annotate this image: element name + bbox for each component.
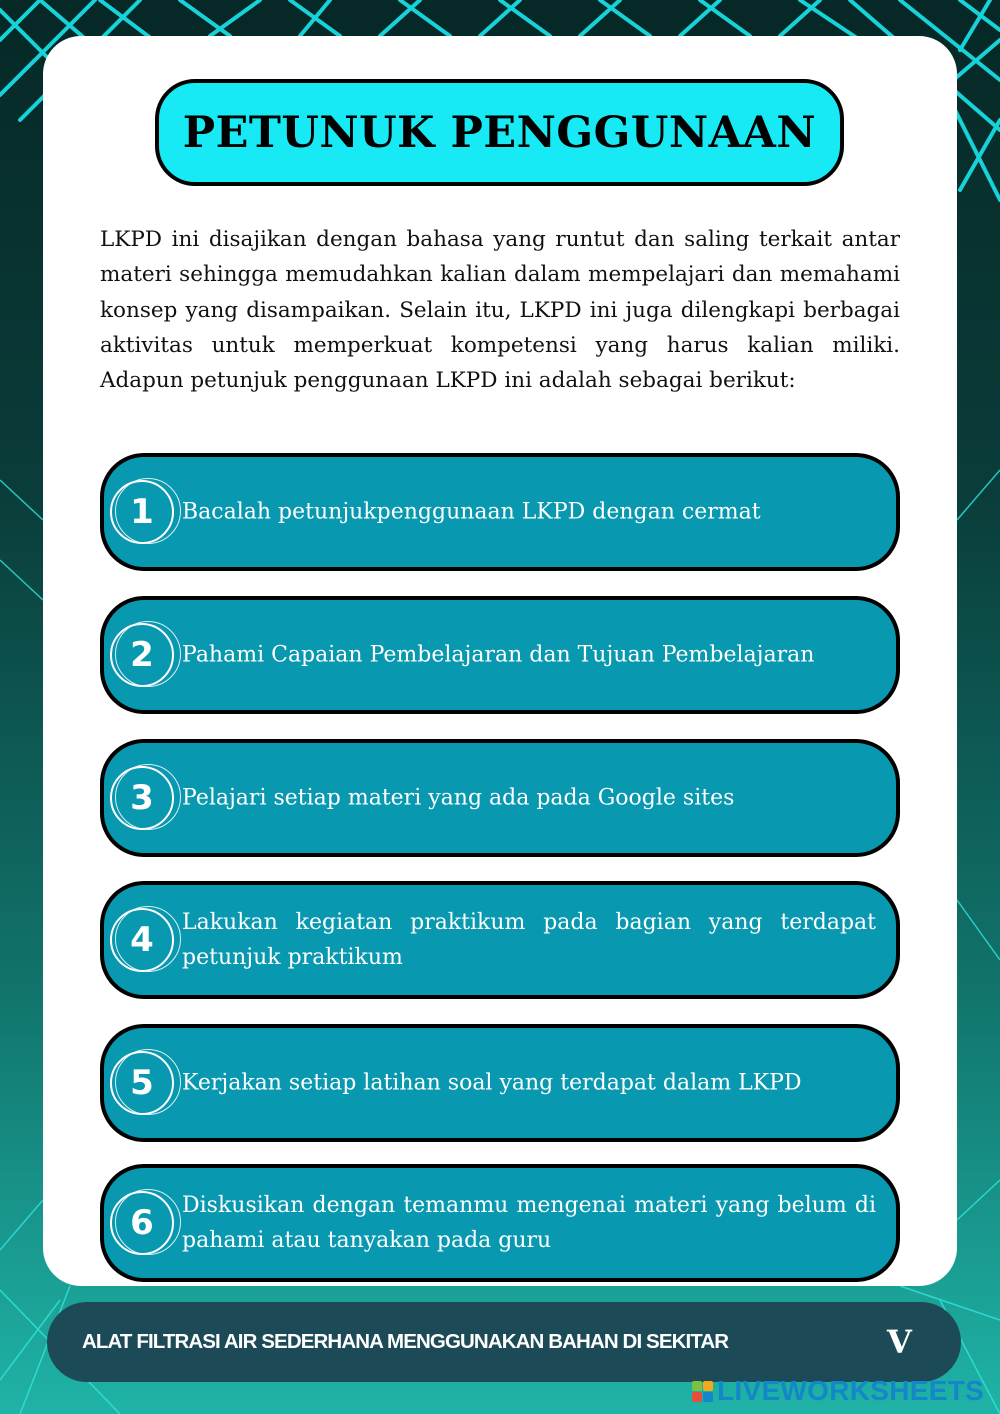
- step-number-badge: 4: [110, 908, 174, 972]
- step-number-badge: 2: [110, 623, 174, 687]
- step-text: Pelajari setiap materi yang ada pada Google sites: [182, 785, 735, 811]
- step-item-1: [100, 453, 900, 571]
- watermark-text: LIVEWORKSHEETS: [717, 1375, 985, 1406]
- step-number-badge: 6: [110, 1191, 174, 1255]
- page-number: V: [887, 1323, 912, 1361]
- page-title: PETUNUK PENGGUNAAN: [182, 107, 817, 158]
- step-item-6: [100, 1164, 900, 1282]
- step-number-badge: 5: [110, 1051, 174, 1115]
- footer-bar: [47, 1302, 961, 1382]
- step-item-4: [100, 881, 900, 999]
- title-banner: [155, 79, 844, 186]
- step-number-badge: 3: [110, 766, 174, 830]
- liveworksheets-watermark: [692, 1376, 984, 1406]
- step-text: Bacalah petunjukpenggunaan LKPD dengan cermat: [182, 499, 761, 525]
- intro-paragraph: LKPD ini disajikan dengan bahasa yang runtut dan saling terkait antar materi sehingga memudahkan kalian dalam mempelajari dan memahami konsep yang disampaikan. Selain itu, LKPD ini juga dilengkapi berbagai aktivitas untuk memperkuat kompetensi yang harus kalian miliki. Adapun petunjuk penggunaan LKPD ini adalah sebagai berikut:: [100, 227, 900, 394]
- step-text: Kerjakan setiap latihan soal yang terdapat dalam LKPD: [182, 1070, 802, 1096]
- step-text: Diskusikan dengan temanmu mengenai materi yang belum di pahami atau tanyakan pada guru: [182, 1193, 876, 1253]
- step-item-5: [100, 1024, 900, 1142]
- step-text: Pahami Capaian Pembelajaran dan Tujuan Pembelajaran: [182, 642, 815, 668]
- footer-title: ALAT FILTRASI AIR SEDERHANA MENGGUNAKAN BAHAN DI SEKITAR: [82, 1330, 729, 1353]
- step-item-2: [100, 596, 900, 714]
- step-item-3: [100, 739, 900, 857]
- liveworksheets-logo-icon: [692, 1381, 713, 1402]
- step-text: Lakukan kegiatan praktikum pada bagian yang terdapat petunjuk praktikum: [182, 910, 876, 970]
- step-number-badge: 1: [110, 480, 174, 544]
